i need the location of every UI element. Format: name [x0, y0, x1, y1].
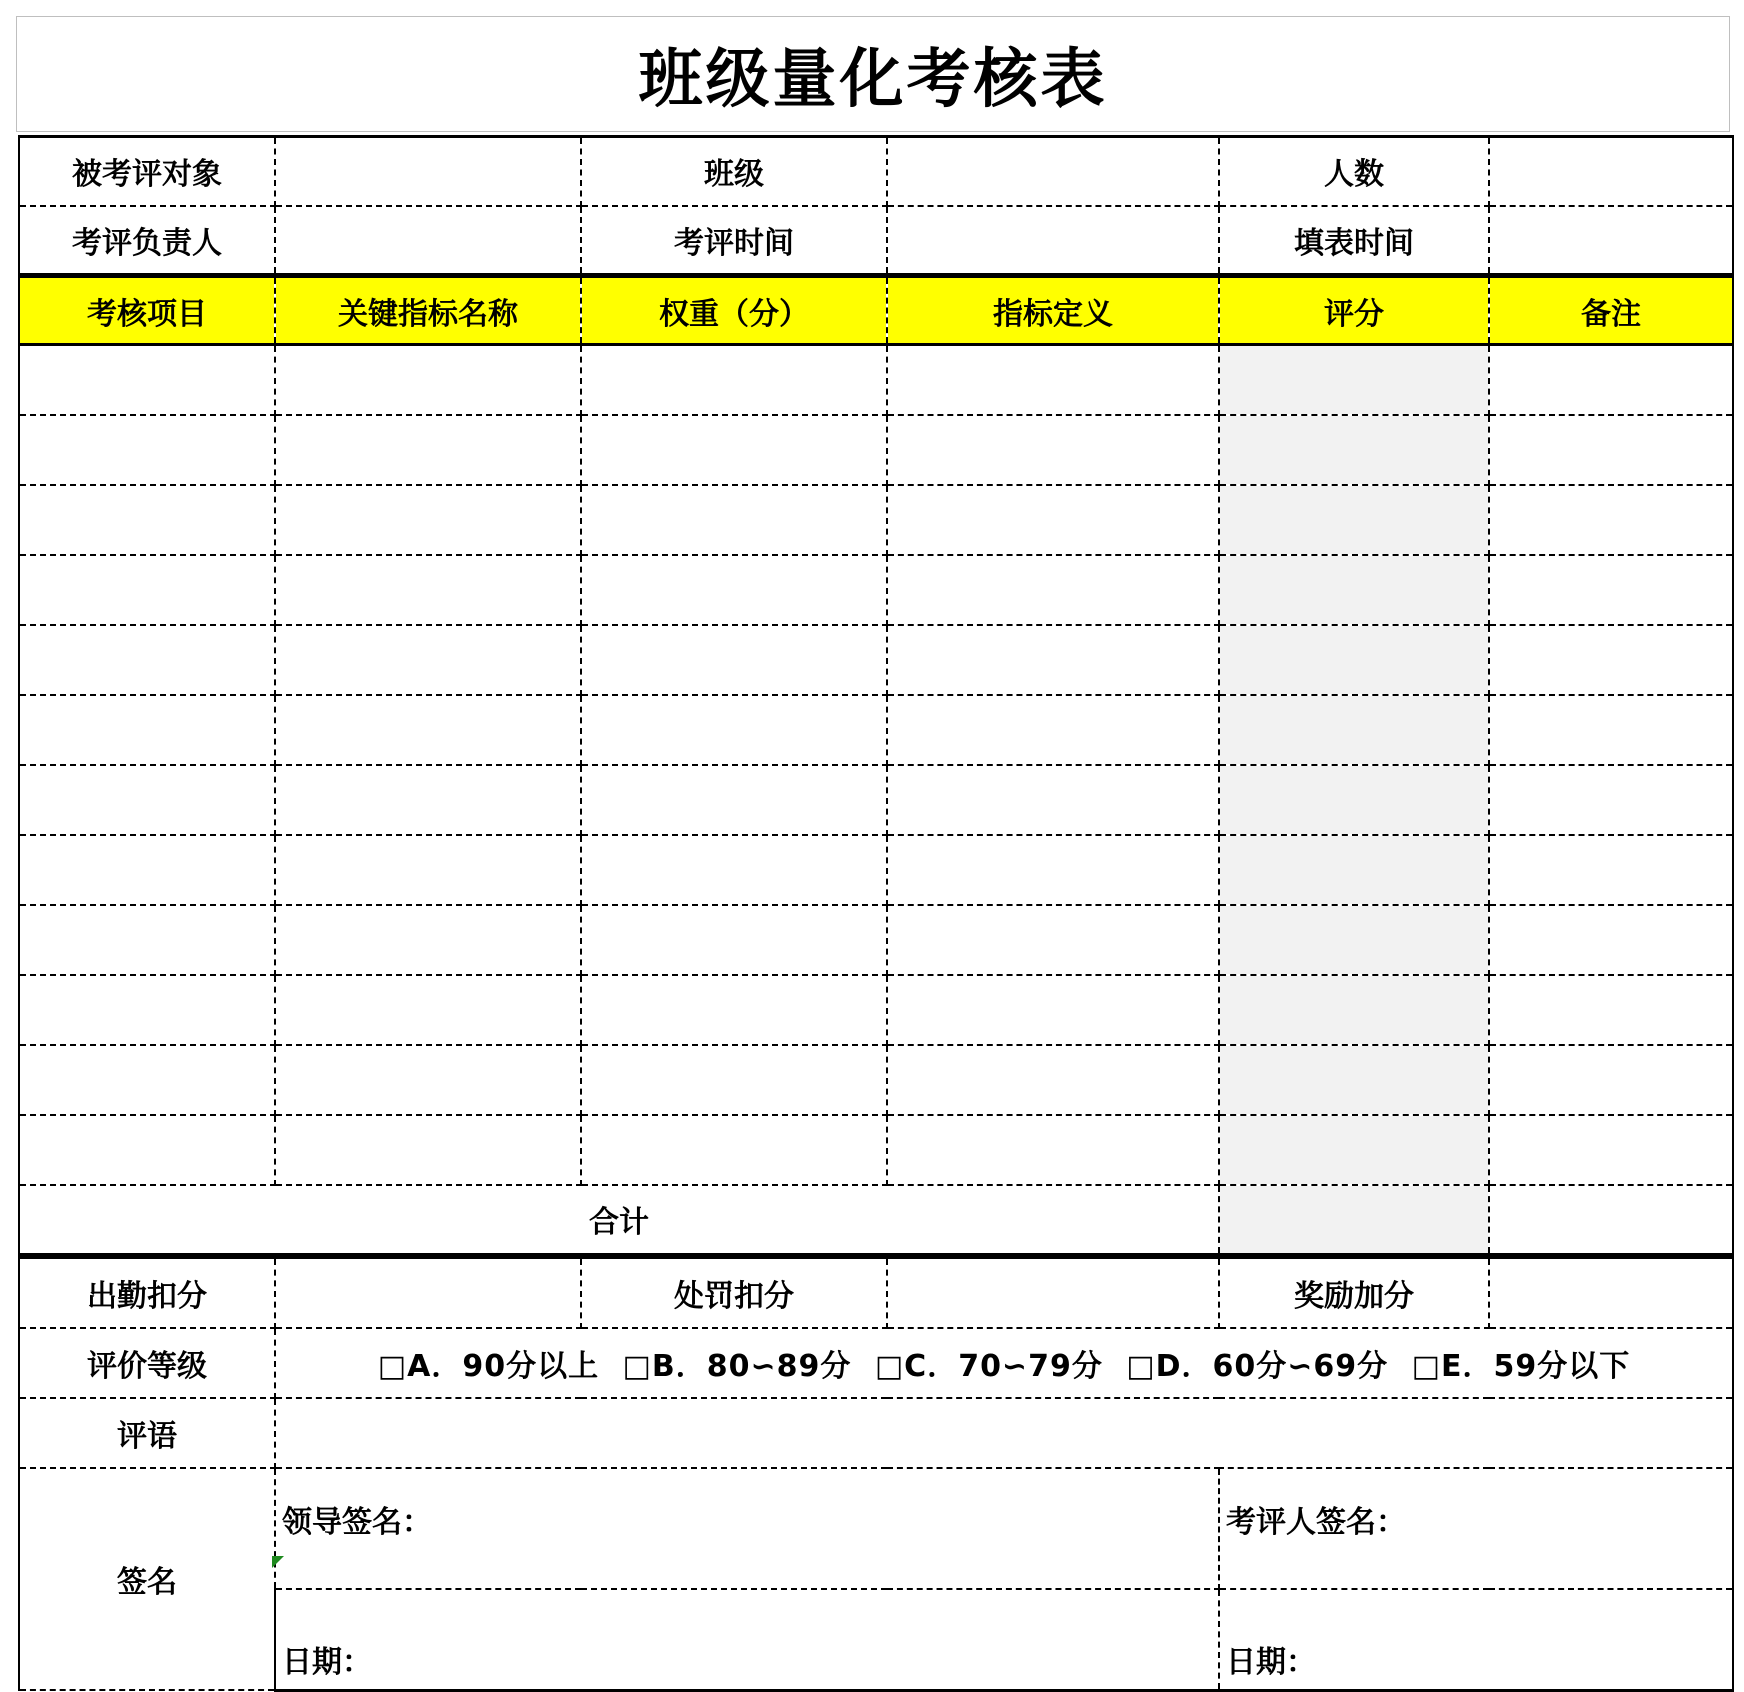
- evaluator-sign-cell[interactable]: 考评人签名：: [1219, 1468, 1733, 1589]
- item-cell[interactable]: [19, 345, 275, 415]
- score-cell[interactable]: [1219, 625, 1489, 695]
- summary-table: [18, 1256, 1734, 1692]
- evaluatee-label: 被考评对象: [19, 137, 275, 206]
- total-remark-cell[interactable]: [1489, 1185, 1733, 1255]
- weight-cell[interactable]: [581, 345, 887, 415]
- col-header-score: 评分: [1219, 277, 1489, 345]
- weight-cell[interactable]: [581, 695, 887, 765]
- item-cell[interactable]: [19, 625, 275, 695]
- definition-cell[interactable]: [887, 1045, 1219, 1115]
- header-row: [19, 277, 1733, 345]
- form-title: 班级量化考核表: [638, 43, 1108, 117]
- total-label: 合计: [19, 1185, 1219, 1255]
- class-label: 班级: [581, 137, 887, 206]
- col-header-remark: 备注: [1489, 277, 1733, 345]
- info-row-1: [19, 137, 1733, 206]
- table-row: [19, 415, 1733, 485]
- weight-cell[interactable]: [581, 1045, 887, 1115]
- indicator-cell[interactable]: [275, 835, 581, 905]
- score-cell[interactable]: [1219, 695, 1489, 765]
- score-cell[interactable]: [1219, 415, 1489, 485]
- indicator-cell[interactable]: [275, 1045, 581, 1115]
- headcount-cell[interactable]: [1489, 137, 1733, 206]
- bonus-cell[interactable]: [1489, 1258, 1733, 1328]
- item-cell[interactable]: [19, 1045, 275, 1115]
- indicator-cell[interactable]: [275, 905, 581, 975]
- indicator-cell[interactable]: [275, 695, 581, 765]
- item-cell[interactable]: [19, 485, 275, 555]
- weight-cell[interactable]: [581, 905, 887, 975]
- penalty-label: 处罚扣分: [581, 1258, 887, 1328]
- indicator-cell[interactable]: [275, 765, 581, 835]
- weight-cell[interactable]: [581, 485, 887, 555]
- item-cell[interactable]: [19, 415, 275, 485]
- headcount-label: 人数: [1219, 137, 1489, 206]
- table-row: [19, 835, 1733, 905]
- attendance-label: 出勤扣分: [19, 1258, 275, 1328]
- class-cell[interactable]: [887, 137, 1219, 206]
- comment-row: [19, 1398, 1733, 1468]
- weight-cell[interactable]: [581, 835, 887, 905]
- attendance-cell[interactable]: [275, 1258, 581, 1328]
- grade-options: [275, 1328, 1733, 1398]
- item-cell[interactable]: [19, 905, 275, 975]
- definition-cell[interactable]: [887, 485, 1219, 555]
- definition-cell[interactable]: [887, 1115, 1219, 1185]
- score-cell[interactable]: [1219, 345, 1489, 415]
- col-header-item: 考核项目: [19, 277, 275, 345]
- weight-cell[interactable]: [581, 415, 887, 485]
- grade-row: [19, 1328, 1733, 1398]
- score-cell[interactable]: [1219, 1115, 1489, 1185]
- table-row: [19, 765, 1733, 835]
- total-score-cell[interactable]: [1219, 1185, 1489, 1255]
- penalty-cell[interactable]: [887, 1258, 1219, 1328]
- definition-cell[interactable]: [887, 905, 1219, 975]
- grade-option-c[interactable]: □C．70∽79分: [874, 1348, 1103, 1384]
- item-cell[interactable]: [19, 695, 275, 765]
- grade-label: 评价等级: [19, 1328, 275, 1398]
- weight-cell[interactable]: [581, 1115, 887, 1185]
- comment-label: 评语: [19, 1398, 275, 1468]
- definition-cell[interactable]: [887, 975, 1219, 1045]
- indicator-cell[interactable]: [275, 555, 581, 625]
- table-row: [19, 485, 1733, 555]
- table-row: [19, 975, 1733, 1045]
- weight-cell[interactable]: [581, 555, 887, 625]
- col-header-weight: 权重（分）: [581, 277, 887, 345]
- definition-cell[interactable]: [887, 625, 1219, 695]
- grade-option-e[interactable]: □E．59分以下: [1411, 1348, 1631, 1384]
- bonus-label: 奖励加分: [1219, 1258, 1489, 1328]
- table-row: [19, 1115, 1733, 1185]
- grade-option-d[interactable]: □D．60分∽69分: [1126, 1348, 1389, 1384]
- evaluator-date-cell[interactable]: 日期：: [1219, 1589, 1733, 1691]
- table-row: [19, 1045, 1733, 1115]
- grade-option-b[interactable]: □B．80∽89分: [622, 1348, 852, 1384]
- item-cell[interactable]: [19, 975, 275, 1045]
- comment-cell[interactable]: [275, 1398, 1733, 1468]
- definition-cell[interactable]: [887, 345, 1219, 415]
- col-header-definition: 指标定义: [887, 277, 1219, 345]
- item-cell[interactable]: [19, 1115, 275, 1185]
- definition-cell[interactable]: [887, 415, 1219, 485]
- score-cell[interactable]: [1219, 765, 1489, 835]
- remark-cell[interactable]: [1489, 835, 1733, 905]
- score-cell[interactable]: [1219, 905, 1489, 975]
- indicator-cell[interactable]: [275, 345, 581, 415]
- indicator-cell[interactable]: [275, 415, 581, 485]
- leader-date-cell[interactable]: 日期：: [275, 1589, 1219, 1691]
- remark-cell[interactable]: [1489, 695, 1733, 765]
- remark-cell[interactable]: [1489, 345, 1733, 415]
- info-row-2: [19, 206, 1733, 275]
- weight-cell[interactable]: [581, 765, 887, 835]
- table-row: [19, 695, 1733, 765]
- eval-time-cell[interactable]: [887, 206, 1219, 275]
- indicator-cell[interactable]: [275, 625, 581, 695]
- remark-cell[interactable]: [1489, 555, 1733, 625]
- weight-cell[interactable]: [581, 975, 887, 1045]
- definition-cell[interactable]: [887, 695, 1219, 765]
- table-row: [19, 625, 1733, 695]
- total-row: [19, 1185, 1733, 1255]
- fill-time-cell[interactable]: [1489, 206, 1733, 275]
- remark-cell[interactable]: [1489, 625, 1733, 695]
- table-row: [19, 345, 1733, 415]
- col-header-indicator: 关键指标名称: [275, 277, 581, 345]
- indicator-cell[interactable]: [275, 485, 581, 555]
- item-cell[interactable]: [19, 835, 275, 905]
- item-cell[interactable]: [19, 765, 275, 835]
- assessment-rows: [19, 345, 1733, 1185]
- remark-cell[interactable]: [1489, 1045, 1733, 1115]
- score-cell[interactable]: [1219, 485, 1489, 555]
- evaluatee-cell[interactable]: [275, 137, 581, 206]
- score-cell[interactable]: [1219, 555, 1489, 625]
- table-row: [19, 905, 1733, 975]
- adjust-row: [19, 1258, 1733, 1328]
- table-row: [19, 555, 1733, 625]
- weight-cell[interactable]: [581, 625, 887, 695]
- item-cell[interactable]: [19, 555, 275, 625]
- remark-cell[interactable]: [1489, 975, 1733, 1045]
- evaluator-cell[interactable]: [275, 206, 581, 275]
- evaluator-label: 考评负责人: [19, 206, 275, 275]
- remark-cell[interactable]: [1489, 905, 1733, 975]
- fill-time-label: 填表时间: [1219, 206, 1489, 275]
- definition-cell[interactable]: [887, 555, 1219, 625]
- assessment-table: [18, 275, 1734, 1256]
- score-cell[interactable]: [1219, 1045, 1489, 1115]
- grade-option-a[interactable]: □A．90分以上: [377, 1348, 600, 1384]
- form-title-box: [16, 16, 1730, 132]
- info-table: [18, 135, 1734, 276]
- remark-cell[interactable]: [1489, 765, 1733, 835]
- signature-row-1: [19, 1468, 1733, 1589]
- definition-cell[interactable]: [887, 765, 1219, 835]
- indicator-cell[interactable]: [275, 1115, 581, 1185]
- remark-cell[interactable]: [1489, 485, 1733, 555]
- score-cell[interactable]: [1219, 835, 1489, 905]
- remark-cell[interactable]: [1489, 1115, 1733, 1185]
- leader-sign-cell[interactable]: 领导签名：: [275, 1468, 1219, 1589]
- signature-row-2: [19, 1589, 1733, 1691]
- indicator-cell[interactable]: [275, 975, 581, 1045]
- score-cell[interactable]: [1219, 975, 1489, 1045]
- eval-time-label: 考评时间: [581, 206, 887, 275]
- remark-cell[interactable]: [1489, 415, 1733, 485]
- cell-comment-indicator: [272, 1556, 284, 1568]
- signature-label: 签名: [19, 1468, 275, 1691]
- definition-cell[interactable]: [887, 835, 1219, 905]
